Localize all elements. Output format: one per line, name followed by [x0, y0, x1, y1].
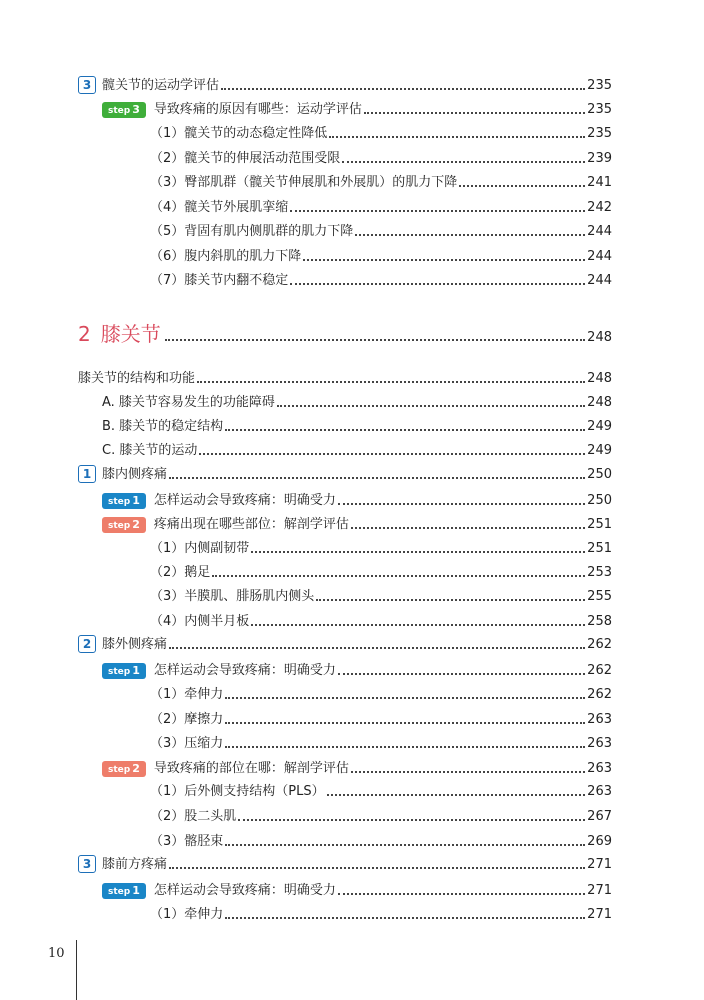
toc-entry-label-group: [102, 395, 275, 411]
toc-entry-label: （7）膝关节内翻不稳定: [150, 273, 289, 288]
toc-entry-label: 疼痛出现在哪些部位：解剖学评估: [153, 517, 349, 532]
leader-dots: [225, 844, 585, 846]
toc-entry-label: 髋关节的运动学评估: [102, 78, 220, 93]
step-badge-number: 1: [132, 494, 140, 507]
toc-entry-label-group: [150, 736, 223, 752]
toc-page-number: 239: [587, 151, 612, 166]
toc-entry-label: 导致疼痛的部位在哪：解剖学评估: [153, 761, 349, 776]
step-badge-number: 3: [132, 103, 140, 116]
leader-dots: [290, 283, 585, 285]
chapter-title: 膝关节: [100, 322, 161, 346]
section-number-box: 3: [78, 76, 96, 94]
toc-entry-label-group: [150, 249, 301, 265]
toc-entry-label-group: [150, 200, 288, 216]
toc-entry[interactable]: [78, 461, 612, 483]
leader-dots: [290, 210, 585, 212]
toc-entry[interactable]: [102, 755, 612, 777]
toc-entry-label: B. 膝关节的稳定结构: [102, 419, 224, 434]
leader-dots: [169, 867, 585, 869]
toc-entry[interactable]: [150, 218, 612, 240]
toc-entry-label: 怎样运动会导致疼痛：明确受力: [153, 493, 336, 508]
leader-dots: [251, 551, 585, 553]
toc-page-number: 251: [587, 541, 612, 556]
toc-entry-label-group: [102, 419, 223, 435]
toc-page-number: 269: [587, 834, 612, 849]
toc-entry[interactable]: [150, 120, 612, 142]
toc-entry[interactable]: [78, 365, 612, 387]
leader-dots: [364, 112, 585, 114]
leader-dots: [338, 673, 585, 675]
toc-entry-label: （4）内侧半月板: [150, 614, 250, 629]
leader-dots: [327, 794, 586, 796]
leader-dots: [225, 429, 585, 431]
toc-entry[interactable]: [150, 608, 612, 630]
toc-entry-label: A. 膝关节容易发生的功能障碍: [102, 395, 275, 410]
toc-page-number: 262: [587, 637, 612, 652]
toc-entry-label: （1）后外侧支持结构（PLS）: [150, 784, 325, 799]
toc-page-number: 244: [587, 224, 612, 239]
toc-page-number: 253: [587, 565, 612, 580]
leader-dots: [351, 771, 585, 773]
step-badge-word: step: [108, 887, 131, 897]
step-badge-word: step: [108, 765, 131, 775]
toc-entry-label-group: [150, 126, 327, 142]
toc-entry-label-group: [150, 614, 249, 630]
toc-entry-label-group: [150, 224, 353, 240]
toc-entry-label: 怎样运动会导致疼痛：明确受力: [153, 883, 336, 898]
toc-entry[interactable]: [150, 194, 612, 216]
chapter-page-number: 248: [587, 330, 612, 345]
leader-dots: [351, 527, 585, 529]
toc-entry[interactable]: [150, 535, 612, 557]
footer-divider: [76, 940, 77, 1000]
toc-page-number: 263: [587, 784, 612, 799]
step-badge: [102, 663, 146, 679]
toc-entry-label-group: [150, 151, 340, 167]
toc-page-number: 271: [587, 907, 612, 922]
toc-entry-label-group: [102, 517, 349, 533]
toc-entry-label: 膝前方疼痛: [102, 857, 168, 872]
leader-dots: [238, 819, 585, 821]
step-badge-word: step: [108, 497, 131, 507]
toc-page-number: 248: [587, 371, 612, 386]
toc-entry-label-group: [150, 541, 249, 557]
toc-page-number: 262: [587, 663, 612, 678]
toc-entry-label-group: [150, 809, 236, 825]
step-badge-number: 1: [132, 664, 140, 677]
leader-dots: [338, 503, 585, 505]
toc-entry[interactable]: [78, 851, 612, 873]
step-badge-word: step: [108, 106, 131, 116]
toc-page-number: 251: [587, 517, 612, 532]
toc-entry-label-group: [150, 834, 223, 850]
leader-dots: [316, 599, 585, 601]
leader-dots: [221, 88, 585, 90]
toc-page-number: 249: [587, 419, 612, 434]
toc-entry-label: （3）髂胫束: [150, 834, 224, 849]
toc-entry-label-group: [150, 907, 223, 923]
toc-page-number: 250: [587, 467, 612, 482]
toc-entry[interactable]: [150, 828, 612, 850]
leader-dots: [197, 381, 585, 383]
leader-dots: [329, 136, 585, 138]
toc-page-number: 258: [587, 614, 612, 629]
toc-entry-label-group: [150, 175, 457, 191]
toc-page-number: 235: [587, 78, 612, 93]
leader-dots: [225, 722, 585, 724]
toc-page-number: 241: [587, 175, 612, 190]
toc-entry-label: （3）臀部肌群（髋关节伸展肌和外展肌）的肌力下降: [150, 175, 458, 190]
leader-dots: [355, 234, 585, 236]
leader-dots: [251, 624, 585, 626]
toc-entry[interactable]: [150, 583, 612, 605]
toc-entry[interactable]: [78, 72, 612, 94]
toc-entry-label-group: [150, 589, 314, 605]
leader-dots: [165, 339, 585, 341]
toc-page-number: 235: [587, 102, 612, 117]
toc-entry-label: 怎样运动会导致疼痛：明确受力: [153, 663, 336, 678]
toc-entry[interactable]: [150, 778, 612, 800]
toc-entry-label: （1）牵伸力: [150, 687, 224, 702]
step-badge-word: step: [108, 667, 131, 677]
toc-entry-label-group: [78, 465, 167, 483]
toc-page-number: 263: [587, 712, 612, 727]
leader-dots: [342, 161, 585, 163]
leader-dots: [225, 746, 585, 748]
page-number: 10: [48, 946, 65, 961]
toc-page-number: 263: [587, 761, 612, 776]
toc-entry[interactable]: [150, 803, 612, 825]
toc-page-number: 249: [587, 443, 612, 458]
toc-entry[interactable]: [102, 511, 612, 533]
leader-dots: [459, 185, 585, 187]
toc-entry[interactable]: [150, 901, 612, 923]
toc-entry-label: （6）腹内斜肌的肌力下降: [150, 249, 302, 264]
toc-page-number: 271: [587, 883, 612, 898]
toc-entry[interactable]: [150, 169, 612, 191]
toc-page-number: 242: [587, 200, 612, 215]
toc-entry-label: （2）髋关节的伸展活动范围受限: [150, 151, 341, 166]
toc-entry-label: 导致疼痛的原因有哪些：运动学评估: [153, 102, 362, 117]
toc-entry-label-group: [102, 663, 336, 679]
toc-entry-label: 膝内侧疼痛: [102, 467, 168, 482]
toc-page-number: 244: [587, 273, 612, 288]
toc-page-number: 244: [587, 249, 612, 264]
toc-entry[interactable]: [102, 877, 612, 899]
toc-entry[interactable]: [150, 267, 612, 289]
leader-dots: [277, 405, 585, 407]
toc-page-number: 248: [587, 395, 612, 410]
toc-entry[interactable]: [102, 487, 612, 509]
section-number-box: 1: [78, 465, 96, 483]
toc-entry[interactable]: [102, 657, 612, 679]
toc-entry[interactable]: [102, 389, 612, 411]
toc-entry[interactable]: [150, 559, 612, 581]
toc-entry-label: （4）髋关节外展肌挛缩: [150, 200, 289, 215]
step-badge: [102, 883, 146, 899]
toc-entry[interactable]: [102, 96, 612, 118]
toc-page-number: 262: [587, 687, 612, 702]
toc-entry-label: （2）鹅足: [150, 565, 211, 580]
toc-entry-label-group: [150, 784, 325, 800]
section-number-box: 3: [78, 855, 96, 873]
toc-entry-label-group: [150, 687, 223, 703]
toc-entry-label: （5）背固有肌内侧肌群的肌力下降: [150, 224, 354, 239]
toc-entry-label: （1）牵伸力: [150, 907, 224, 922]
toc-entry-label-group: [102, 443, 197, 459]
step-badge-number: 1: [132, 884, 140, 897]
leader-dots: [169, 477, 585, 479]
toc-entry-label: （1）髋关节的动态稳定性降低: [150, 126, 328, 141]
toc-entry[interactable]: [150, 145, 612, 167]
section-number-box: 2: [78, 635, 96, 653]
step-badge: [102, 102, 146, 118]
toc-entry[interactable]: [102, 437, 612, 459]
leader-dots: [169, 647, 585, 649]
toc-entry[interactable]: [150, 706, 612, 728]
toc-entry-label: 膝外侧疼痛: [102, 637, 168, 652]
step-badge: [102, 761, 146, 777]
chapter-number: 2: [78, 322, 91, 346]
toc-page-number: 267: [587, 809, 612, 824]
step-badge: [102, 517, 146, 533]
toc-entry-label-group: [102, 883, 336, 899]
toc-entry-label-group: [78, 635, 167, 653]
toc-entry-label-group: [150, 565, 210, 581]
toc-page-number: 271: [587, 857, 612, 872]
toc-entry-label-group: [102, 102, 362, 118]
toc-entry-label: （3）压缩力: [150, 736, 224, 751]
toc-entry[interactable]: [78, 631, 612, 653]
toc-entry-label-group: [78, 371, 195, 387]
toc-entry[interactable]: [150, 243, 612, 265]
toc-entry-label: （1）内侧副韧带: [150, 541, 250, 556]
step-badge-word: step: [108, 521, 131, 531]
toc-entry-label: （3）半膜肌、腓肠肌内侧头: [150, 589, 315, 604]
leader-dots: [199, 453, 585, 455]
toc-entry-label: C. 膝关节的运动: [102, 443, 198, 458]
step-badge-number: 2: [132, 518, 140, 531]
toc-entry-label: （2）股二头肌: [150, 809, 237, 824]
leader-dots: [338, 893, 585, 895]
toc-entry-label-group: [78, 76, 219, 94]
toc-entry[interactable]: [150, 681, 612, 703]
toc-entry-label-group: [150, 273, 288, 289]
leader-dots: [225, 697, 585, 699]
leader-dots: [225, 917, 585, 919]
toc-page-number: 250: [587, 493, 612, 508]
toc-entry-label-group: [102, 761, 349, 777]
toc-entry-label-group: [78, 855, 167, 873]
toc-entry-label: 膝关节的结构和功能: [78, 371, 196, 386]
leader-dots: [212, 575, 585, 577]
toc-entry-label-group: [150, 712, 223, 728]
leader-dots: [303, 259, 585, 261]
step-badge-number: 2: [132, 762, 140, 775]
step-badge: [102, 493, 146, 509]
toc-entry[interactable]: [102, 413, 612, 435]
toc-page-number: 263: [587, 736, 612, 751]
toc-entry[interactable]: [150, 730, 612, 752]
toc-page-number: 255: [587, 589, 612, 604]
chapter-heading[interactable]: [78, 318, 612, 346]
toc-page-number: 235: [587, 126, 612, 141]
toc-entry-label-group: [102, 493, 336, 509]
toc-entry-label: （2）摩擦力: [150, 712, 224, 727]
